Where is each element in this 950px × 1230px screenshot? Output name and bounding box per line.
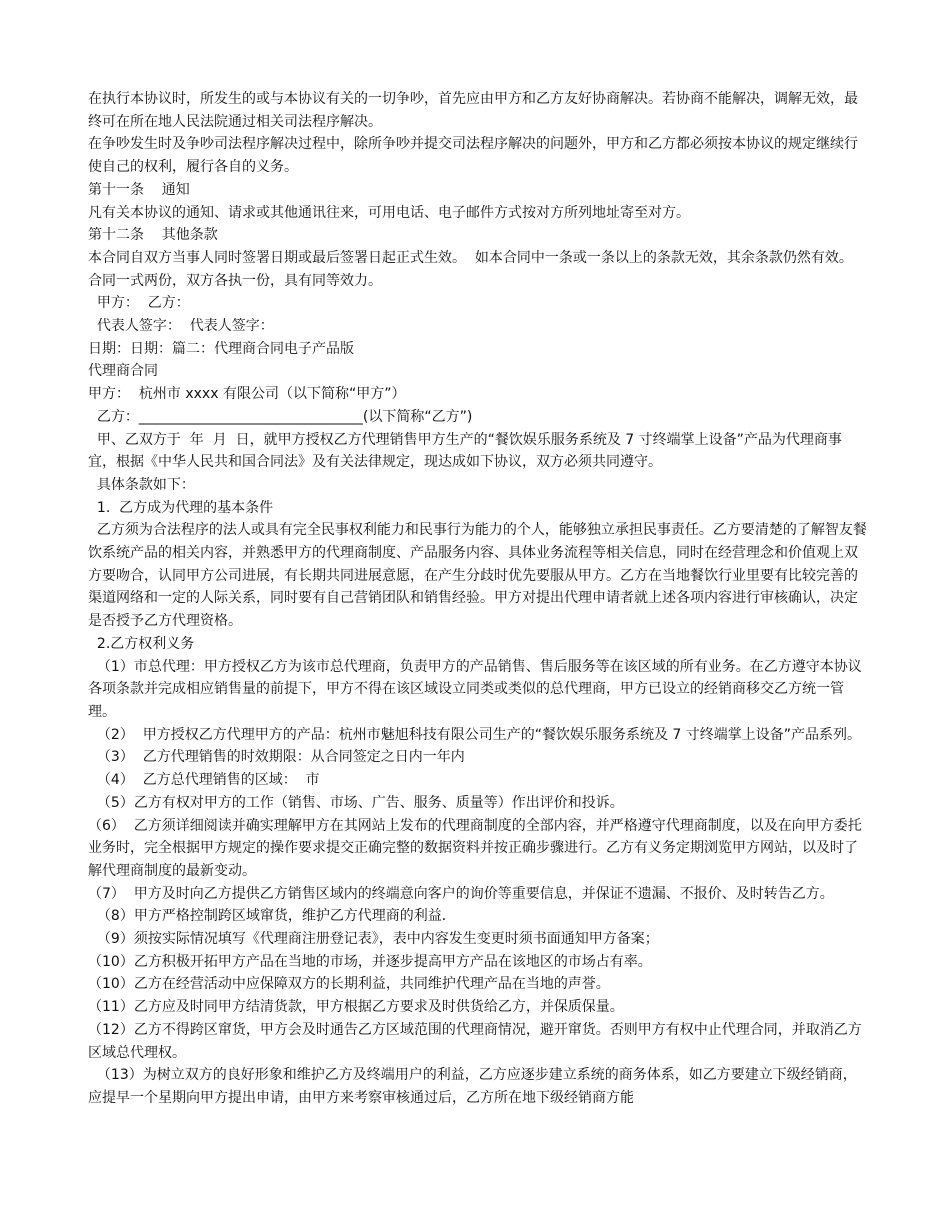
clause-10b: （10）乙方在经营活动中应保障双方的长期利益，共同维护代理产品在当地的声誉。 (88, 976, 610, 993)
paragraph-preamble: 甲、乙双方于 年 月 日，就甲方授权乙方代理销售甲方生产的“餐饮娱乐服务系统及 7 寸终端掌上设备”产品为代理商事宜，根据《中华人民共和国合同法》及有关法律规定，现达成如下协议，双方必须共同遵守。 (88, 431, 842, 471)
clause-10a: （10）乙方积极开拓甲方产品在当地的市场，并逐步提高甲方产品在该地区的市场占有率。 (88, 953, 652, 970)
article-12-heading: 第十二条 其他条款 (88, 227, 218, 244)
section-1-heading: 1. 乙方成为代理的基本条件 (88, 499, 274, 516)
party-a-line: 甲方： 杭州市 xxxx 有限公司（以下简称“甲方”） (88, 386, 406, 403)
section-2-heading: 2.乙方权利义务 (88, 635, 195, 652)
contract-title: 代理商合同 (88, 363, 158, 380)
clause-13: （13）为树立双方的良好形象和维护乙方及终端用户的利益，乙方应逐步建立系统的商务体系，如乙方要建立下级经销商，应提早一个星期向甲方提出申请，由甲方来考察审核通过后，乙方所在地下级经销商方能 (88, 1067, 857, 1106)
paragraph-dispute-resolution: 在执行本协议时，所发生的或与本协议有关的一切争吵，首先应由甲方和乙方友好协商解决。若协商不能解决，调解无效，最终可在所在地人民法院通过相关司法程序解决。 (88, 91, 858, 130)
clause-7: （7） 甲方及时向乙方提供乙方销售区域内的终端意向客户的询价等重要信息，并保证不遗漏、不报价、及时转告乙方。 (88, 885, 834, 902)
article-11-heading: 第十一条 通知 (88, 181, 190, 198)
clause-1: （1）市总代理：甲方授权乙方为该市总代理商，负责甲方的产品销售、售后服务等在该区域的所有业务。在乙方遵守本协议各项条款并完成相应销售量的前提下，甲方不得在该区域设立同类或类似的总代理商，甲方已设立的经销商移交乙方统一管理。 (88, 658, 862, 720)
clause-9: （9）须按实际情况填写《代理商注册登记表》，表中内容发生变更时须书面通知甲方备案； (88, 931, 659, 948)
clause-6: （6） 乙方须详细阅读并确实理解甲方在其网站上发布的代理商制度的全部内容，并严格遵守代理商制度，以及在向甲方委托业务时，完全根据甲方规定的操作要求提交正确完整的数据资料并按正确步骤进行。乙方有义务定期浏览甲方网站，以及时了解代理商制度的最新变动。 (88, 817, 862, 879)
clause-8: （8）甲方严格控制跨区域窜货，维护乙方代理商的利益． (88, 908, 456, 925)
clause-4: （4） 乙方总代理销售的区域： 市 (88, 772, 320, 789)
clause-11: （11）乙方应及时同甲方结清货款，甲方根据乙方要求及时供货给乙方，并保质保量。 (88, 999, 624, 1016)
document-page (88, 88, 868, 1110)
signature-dates: 日期：日期：篇二：代理商合同电子产品版 (88, 340, 354, 357)
signature-representatives: 代表人签字： 代表人签字： (88, 318, 274, 335)
clause-12: （12）乙方不得跨区窜货，甲方会及时通告乙方区域范围的代理商情况，避开窜货。否则甲方有权中止代理合同，并取消乙方区域总代理权。 (88, 1021, 862, 1061)
party-b-line: 乙方：________________________________(以下简称“乙方”) (88, 408, 473, 425)
paragraph-effective-date: 本合同自双方当事人同时签署日期或最后签署日起正式生效。 如本合同中一条或一条以上的条款无效，其余条款仍然有效。 合同一式两份，双方各执一份，具有同等效力。 (88, 249, 862, 289)
paragraph-continue-obligations: 在争吵发生时及争吵司法程序解决过程中，除所争吵并提交司法程序解决的问题外，甲方和乙方都必须按本协议的规定继续行使自己的权利，履行各自的义务。 (88, 136, 858, 176)
paragraph-notices: 凡有关本协议的通知、请求或其他通讯往来，可用电话、电子邮件方式按对方所列地址寄至对方。 (88, 204, 690, 221)
signature-parties: 甲方： 乙方： (88, 295, 190, 312)
clause-3: （3） 乙方代理销售的时效期限：从合同签定之日内一年内 (88, 749, 465, 766)
paragraph-basic-conditions: 乙方须为合法程序的法人或具有完全民事权利能力和民事行为能力的个人，能够独立承担民事责任。乙方要清楚的了解智友餐饮系统产品的相关内容，并熟悉甲方的代理商制度、产品服务内容、具体业务流程等相关信息，同时在经营理念和价值观上双方要吻合，认同甲方公司进展，有长期共同进展意愿，在产生分歧时优先要服从甲方。乙方在当地餐饮行业里要有比较完善的渠道网络和一定的人际关系，同时要有自己营销团队和销售经验。甲方对提出代理申请者就上述各项内容进行审核确认，决定是否授予乙方代理资格。 (88, 522, 867, 630)
clause-5: （5）乙方有权对甲方的工作（销售、市场、广告、服务、质量等）作出评价和投诉。 (88, 794, 624, 811)
clause-2: （2） 甲方授权乙方代理甲方的产品：杭州市魅旭科技有限公司生产的“餐饮娱乐服务系统及 7 寸终端掌上设备”产品系列。 (88, 726, 862, 743)
terms-intro: 具体条款如下： (88, 476, 195, 493)
